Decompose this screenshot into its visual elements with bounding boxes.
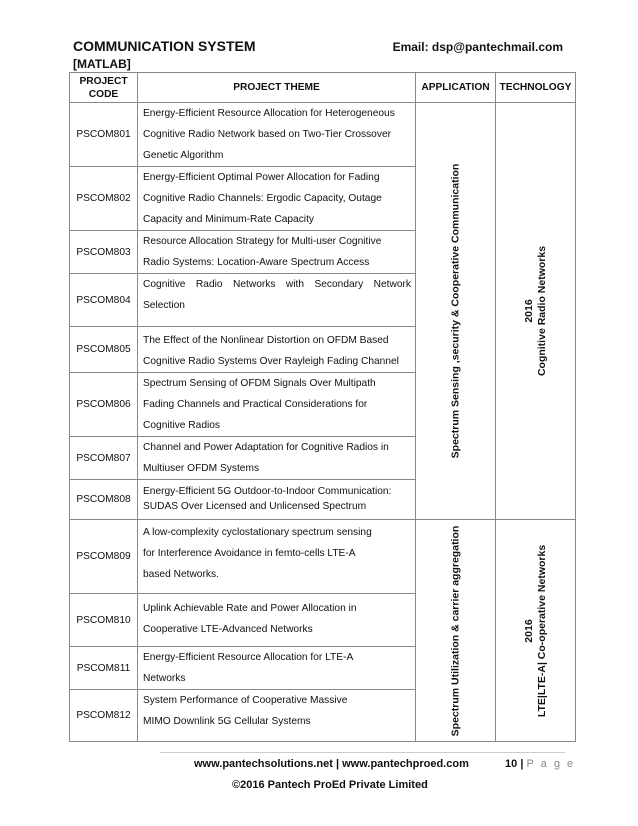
project-theme: The Effect of the Nonlinear Distortion on OFDM Based Cognitive Radio Systems Over Rayleigh Fading Channel (138, 327, 416, 373)
technology-year: 2016 (522, 618, 535, 643)
project-code: PSCOM801 (70, 103, 138, 167)
project-theme: Resource Allocation Strategy for Multi-user Cognitive Radio Systems: Location-Aware Spectrum Access (138, 231, 416, 274)
project-theme: Channel and Power Adaptation for Cognitive Radios in Multiuser OFDM Systems (138, 437, 416, 480)
project-code: PSCOM806 (70, 373, 138, 437)
project-theme: Energy-Efficient Optimal Power Allocation for Fading Cognitive Radio Channels: Ergodic Capacity, Outage Capacity and Minimum-Rate Capacity (138, 167, 416, 231)
project-theme: Spectrum Sensing of OFDM Signals Over Multipath Fading Channels and Practical Considerations for Cognitive Radios (138, 373, 416, 437)
footer-divider (160, 752, 565, 753)
project-code: PSCOM805 (70, 327, 138, 373)
application-cell (416, 520, 496, 742)
project-theme: Energy-Efficient Resource Allocation for Heterogeneous Cognitive Radio Network based on Two-Tier Crossover Genetic Algorithm (138, 103, 416, 167)
application-label: Spectrum Utilization & carrier aggregation (449, 525, 461, 736)
project-theme: Energy-Efficient 5G Outdoor-to-Indoor Communication: SUDAS Over Licensed and Unlicensed Spectrum (138, 480, 416, 520)
application-cell (416, 103, 496, 520)
contact-email: Email: dsp@pantechmail.com (392, 40, 563, 54)
project-table (69, 72, 576, 742)
header-technology: TECHNOLOGY (496, 73, 576, 103)
technology-cell (496, 103, 576, 520)
project-code: PSCOM809 (70, 520, 138, 594)
project-theme: System Performance of Cooperative Massive MIMO Downlink 5G Cellular Systems (138, 690, 416, 742)
page-word: P a g e (526, 758, 576, 770)
project-code: PSCOM807 (70, 437, 138, 480)
document-subtitle: [MATLAB] (73, 57, 131, 71)
project-code: PSCOM810 (70, 594, 138, 647)
document-title: COMMUNICATION SYSTEM (73, 38, 256, 54)
table-row (70, 103, 576, 167)
table-header-row (70, 73, 576, 103)
technology-label (523, 246, 549, 376)
technology-name: Cognitive Radio Networks (535, 245, 548, 377)
table-row (70, 520, 576, 594)
footer-copyright: ©2016 Pantech ProEd Private Limited (232, 779, 428, 791)
application-label: Spectrum Sensing ,security & Cooperative Communication (449, 163, 461, 459)
project-theme: Cognitive Radio Networks with Secondary Network Selection (138, 274, 416, 327)
header-application: APPLICATION (416, 73, 496, 103)
project-code: PSCOM811 (70, 647, 138, 690)
technology-label (523, 544, 549, 716)
project-code: PSCOM812 (70, 690, 138, 742)
technology-name: LTE|LTE-A| Co-operative Networks (535, 544, 548, 717)
footer-links: www.pantechsolutions.net | www.pantechproed.com (194, 758, 469, 770)
project-theme: A low-complexity cyclostationary spectrum sensing for Interference Avoidance in femto-cells LTE-A based Networks. (138, 520, 416, 594)
project-code: PSCOM803 (70, 231, 138, 274)
header-project-theme: PROJECT THEME (138, 73, 416, 103)
technology-year: 2016 (522, 299, 535, 323)
project-code: PSCOM804 (70, 274, 138, 327)
project-code: PSCOM802 (70, 167, 138, 231)
page-indicator (505, 758, 575, 770)
project-theme: Energy-Efficient Resource Allocation for LTE-A Networks (138, 647, 416, 690)
justified-line: Cognitive Radio Networks with Secondary Network (143, 279, 411, 290)
technology-cell (496, 520, 576, 742)
page-separator: | (520, 758, 524, 770)
project-code: PSCOM808 (70, 480, 138, 520)
project-theme: Uplink Achievable Rate and Power Allocation in Cooperative LTE-Advanced Networks (138, 594, 416, 647)
header-project-code: PROJECT CODE (70, 73, 138, 103)
page-number: 10 (505, 758, 518, 770)
